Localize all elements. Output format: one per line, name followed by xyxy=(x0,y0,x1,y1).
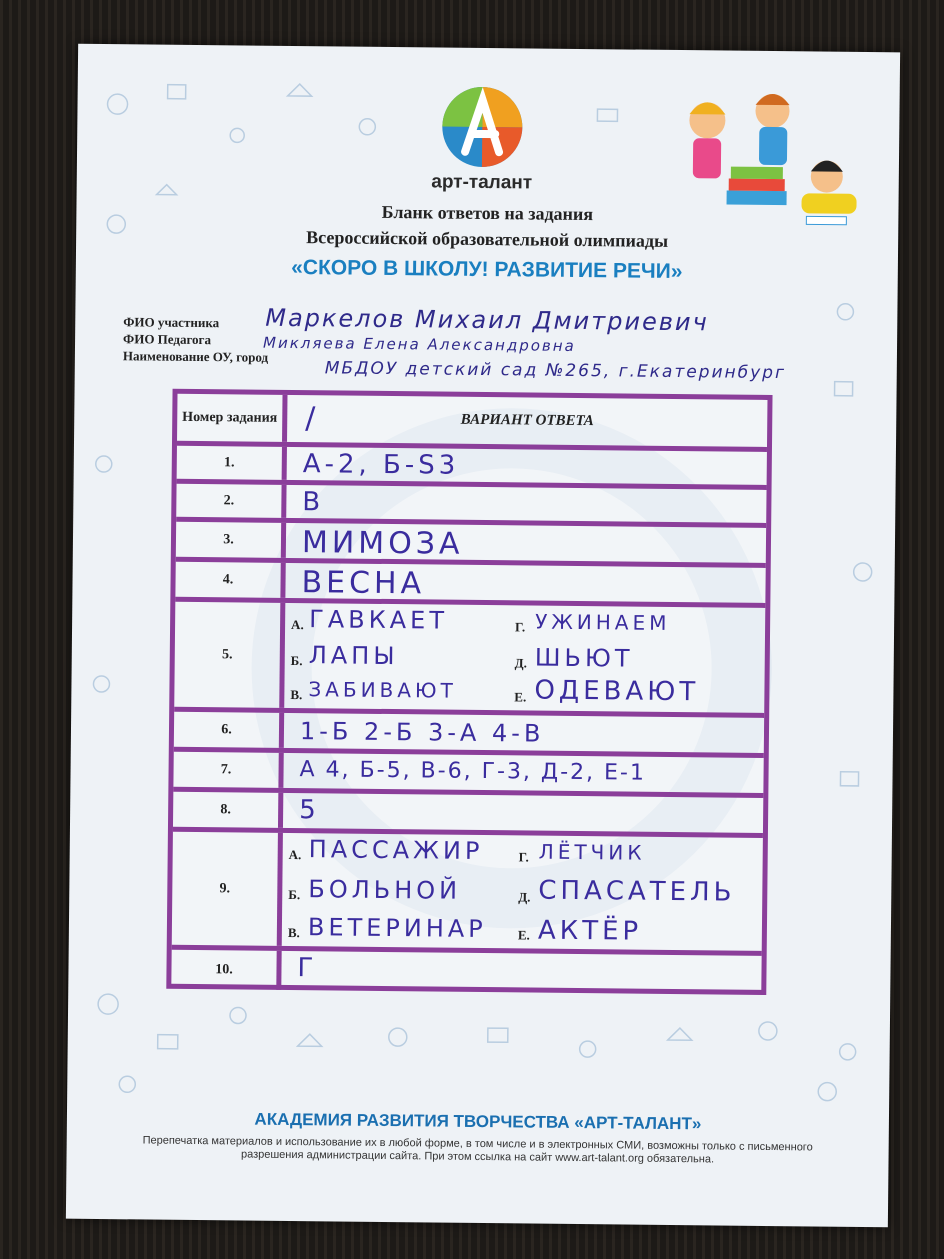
column-header-number: Номер задания xyxy=(177,394,287,442)
footer-copyright: Перепечатка материалов и использование их в любой форме, в том числе и в электронных СМИ, возможны только с письменного разрешения администрации сайта. При этом ссылка на сайт www.art-talant.org обязательна. xyxy=(142,1134,813,1166)
sub-letter: Д. xyxy=(514,655,527,671)
sub-answer: ВЕТЕРИНАР xyxy=(307,913,487,944)
table-row xyxy=(173,752,763,798)
sub-answer: ГАВКАЕТ xyxy=(309,605,449,635)
table-header-row xyxy=(177,394,768,452)
sub-answer: УЖИНАЕМ xyxy=(535,609,671,635)
sub-answer: ШЬЮТ xyxy=(534,643,634,673)
task-number: 2. xyxy=(176,484,286,518)
task-number: 5. xyxy=(174,602,285,708)
sub-answer: ЗАБИВАЮТ xyxy=(308,677,457,703)
sub-answer: ЛЁТЧИК xyxy=(538,839,646,865)
answer-sheet xyxy=(66,44,900,1228)
task-number: 4. xyxy=(175,562,285,598)
answer-table xyxy=(166,389,772,995)
answer-text: 5 xyxy=(299,795,320,826)
title-line-2: Всероссийской образовательной олимпиады xyxy=(306,227,669,251)
table-row xyxy=(177,446,767,490)
task-number: 3. xyxy=(176,522,286,558)
teacher-handwritten: Микляева Елена Александровна xyxy=(262,333,576,355)
sub-answer: СПАСАТЕЛЬ xyxy=(538,875,736,908)
sub-letter: Е. xyxy=(517,927,530,943)
answer-text: 1-Б 2-Б 3-А 4-В xyxy=(299,717,545,748)
table-row xyxy=(174,712,764,758)
task-number: 9. xyxy=(172,832,283,946)
answer-text: А-2, Б-Ѕ3 xyxy=(302,449,460,481)
sub-letter: В. xyxy=(287,924,300,941)
task-number: 7. xyxy=(173,752,283,788)
answer-text: А 4, Б-5, В-6, Г-3, Д-2, Е-1 xyxy=(299,757,647,786)
participant-handwritten: Маркелов Михаил Дмитриевич xyxy=(265,303,709,337)
art-talant-logo xyxy=(437,81,528,172)
column-header-answer: ВАРИАНТ ОТВЕТА xyxy=(460,411,594,430)
sub-answer: ПАССАЖИР xyxy=(308,835,484,866)
school-handwritten: МБДОУ детский сад №265, г.Екатеринбург xyxy=(324,358,787,384)
title-line-3: «СКОРО В ШКОЛУ! РАЗВИТИЕ РЕЧИ» xyxy=(291,255,683,284)
sub-letter: Б. xyxy=(288,886,301,903)
task-number: 8. xyxy=(173,792,283,828)
table-row xyxy=(171,950,761,995)
sub-answer: АКТЁР xyxy=(537,915,643,947)
table-row xyxy=(174,602,765,718)
table-row xyxy=(176,484,766,528)
school-label: Наименование ОУ, город xyxy=(122,348,269,365)
answer-text: ВЕСНА xyxy=(301,565,426,602)
teacher-label: ФИО Педагога xyxy=(123,331,212,348)
answer-text: Г xyxy=(297,953,318,984)
brand-name: арт-талант xyxy=(431,171,533,194)
table-row xyxy=(176,522,766,568)
table-row xyxy=(172,832,763,956)
sub-answer: ЛАПЫ xyxy=(308,641,399,671)
sub-letter: Г. xyxy=(518,849,529,865)
title-line-1: Бланк ответов на задания xyxy=(381,201,594,225)
sub-letter: В. xyxy=(290,686,303,703)
task-number: 6. xyxy=(174,712,284,748)
task-number: 10. xyxy=(171,950,281,990)
answer-text: МИМОЗА xyxy=(301,525,464,562)
header-mark: / xyxy=(305,401,320,437)
sub-letter: Б. xyxy=(290,652,303,669)
sub-letter: Е. xyxy=(514,689,527,705)
answer-text: В xyxy=(302,487,325,518)
task-number: 1. xyxy=(177,446,287,480)
sub-letter: Г. xyxy=(515,619,526,635)
table-row xyxy=(175,562,765,608)
sub-letter: А. xyxy=(291,616,304,633)
footer-title: АКАДЕМИЯ РАЗВИТИЯ ТВОРЧЕСТВА «АРТ-ТАЛАНТ» xyxy=(254,1109,702,1134)
sub-letter: А. xyxy=(288,846,302,863)
table-row xyxy=(173,792,763,838)
sub-letter: Д. xyxy=(518,889,531,905)
sub-answer: ОДЕВАЮТ xyxy=(534,675,700,708)
sub-answer: БОЛЬНОЙ xyxy=(308,875,462,905)
participant-label: ФИО участника xyxy=(123,314,220,331)
